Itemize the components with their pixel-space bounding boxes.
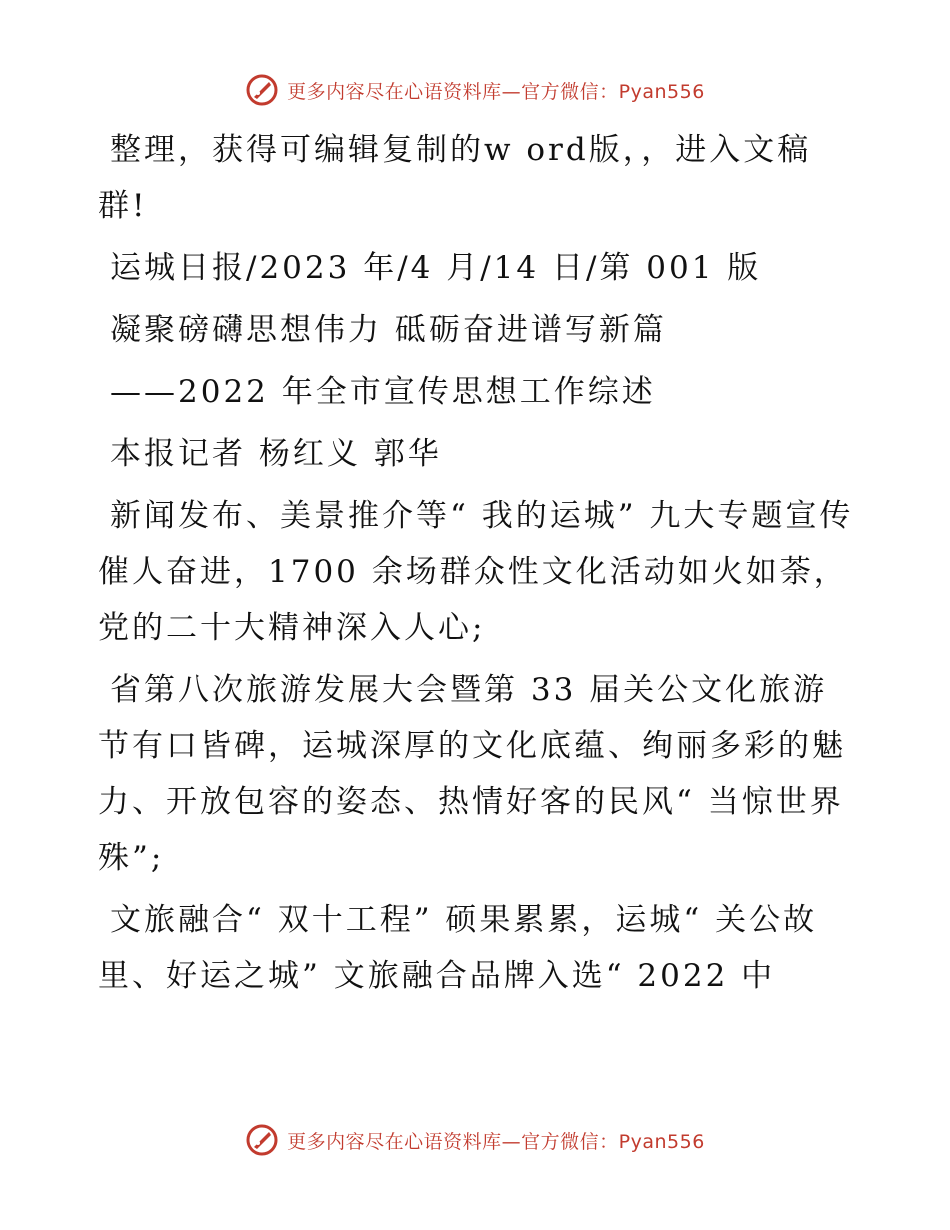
article-title: 凝聚磅礴思想伟力 砥砺奋进谱写新篇 (110, 312, 667, 348)
byline: 本报记者 杨红义 郭华 (110, 436, 442, 472)
watermark-dash: — (501, 1130, 522, 1153)
watermark-wechat: 官方微信：Pyan556 (521, 80, 705, 103)
watermark-dash: — (501, 80, 522, 103)
header-watermark-text (287, 77, 705, 104)
footer-watermark-text (287, 1127, 705, 1154)
footer-watermark (0, 1120, 950, 1160)
quill-logo-icon (245, 73, 279, 107)
paragraph: 新闻发布、美景推介等“ 我的运城” 九大专题宣传催人奋进，1700 余场群众性文化活动如火如荼，党的二十大精神深入人心; (98, 498, 854, 646)
watermark-main: 更多内容尽在心语资料库 (287, 80, 502, 103)
header-watermark (0, 70, 950, 110)
quill-logo-icon (245, 1123, 279, 1157)
watermark-wechat: 官方微信：Pyan556 (521, 1130, 705, 1153)
paragraph: 文旅融合“ 双十工程” 硕果累累，运城“ 关公故里、好运之城” 文旅融合品牌入选“ 2022 中 (98, 902, 818, 994)
paragraph: 省第八次旅游发展大会暨第 33 届关公文化旅游节有口皆碑，运城深厚的文化底蕴、绚丽多彩的魅力、开放包容的姿态、热情好客的民风“ 当惊世界殊”; (98, 672, 846, 876)
document-body (98, 122, 858, 1004)
article-subtitle: ——2022 年全市宣传思想工作综述 (110, 374, 656, 410)
publication-line: 运城日报/2023 年/4 月/14 日/第 001 版 (110, 250, 762, 286)
paragraph-intro: 整理，获得可编辑复制的w ord版，，进入文稿群! (98, 132, 812, 224)
watermark-main: 更多内容尽在心语资料库 (287, 1130, 502, 1153)
